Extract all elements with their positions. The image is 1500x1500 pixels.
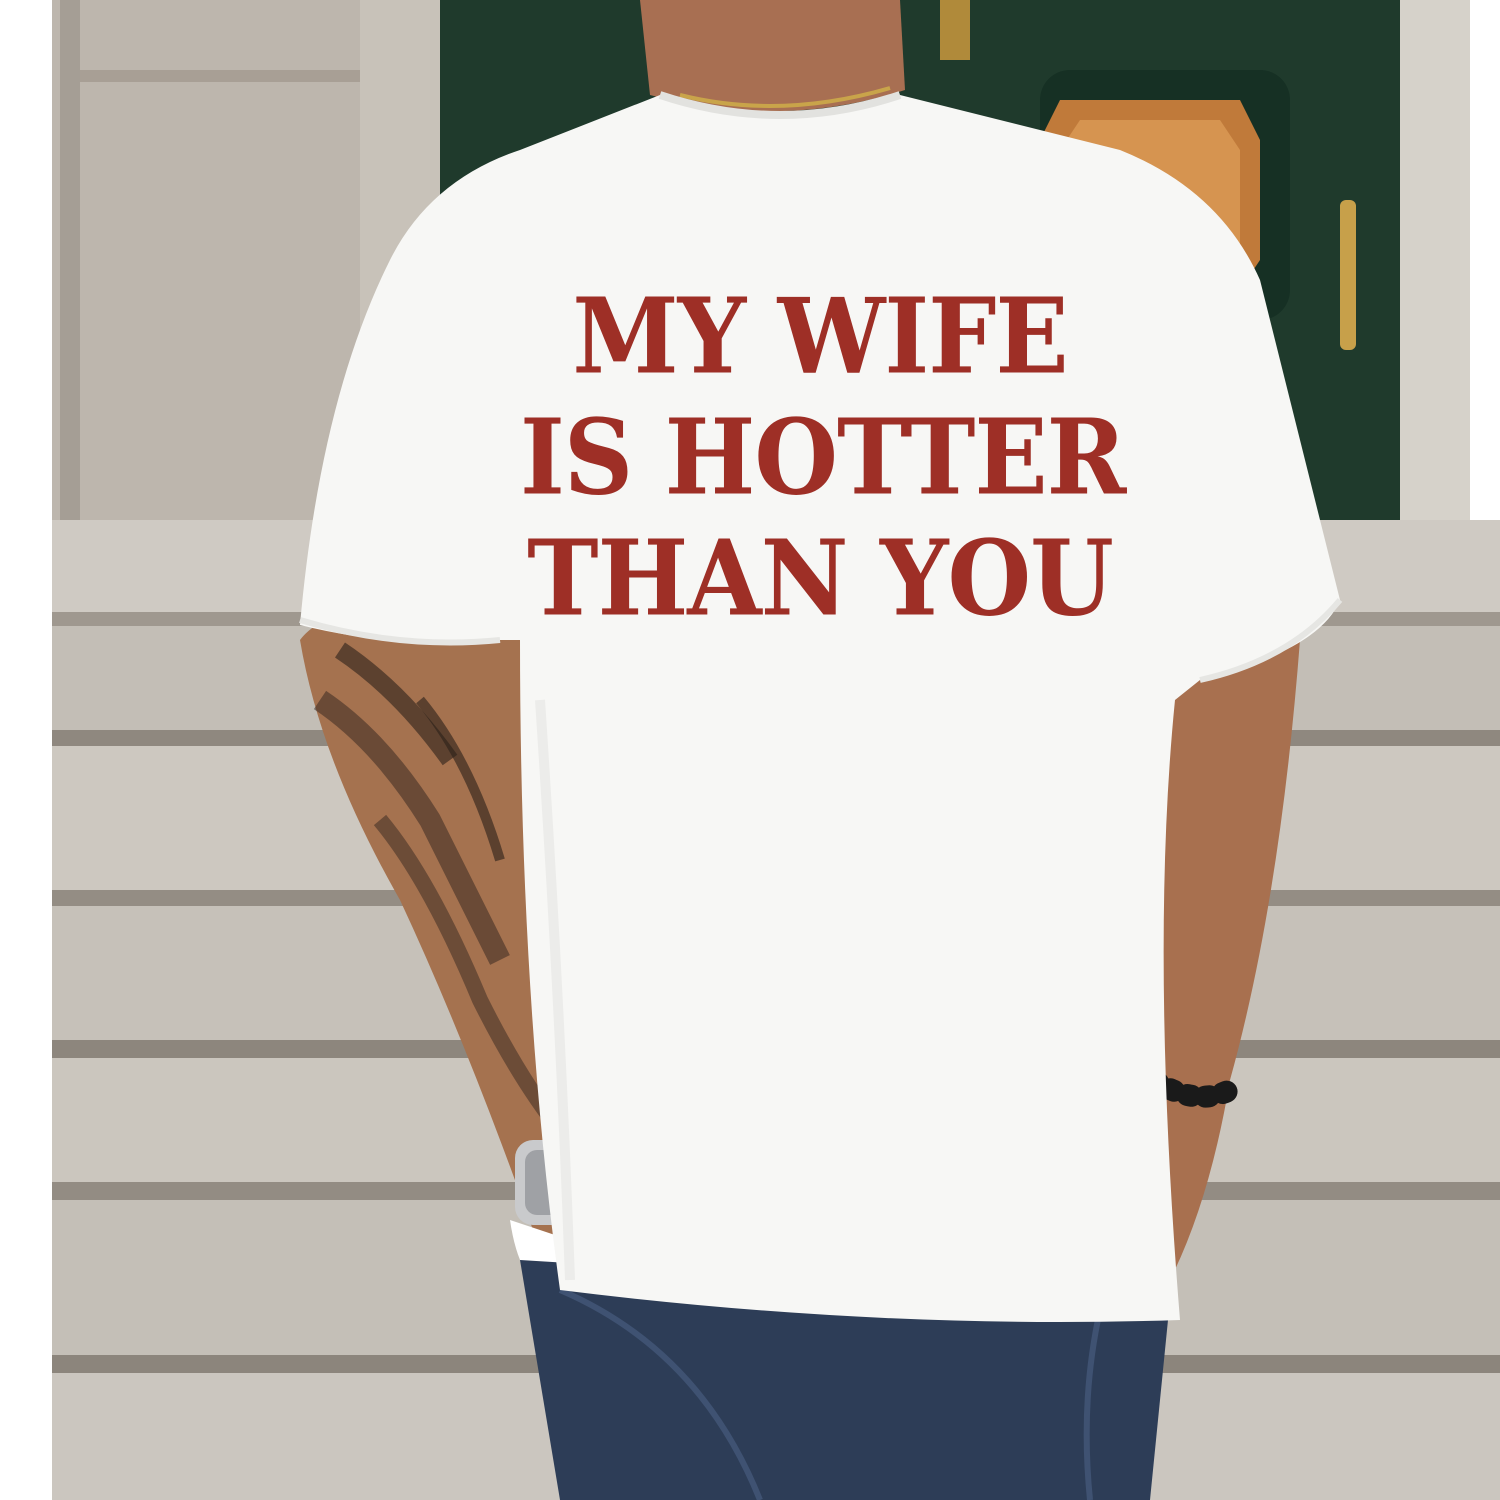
print-line-1: MY WIFE <box>572 275 1068 398</box>
print-line-2: IS HOTTER <box>520 396 1126 519</box>
print-line-3: THAN YOU <box>527 517 1113 640</box>
neck <box>640 0 905 111</box>
shirt-print-text <box>520 275 1126 640</box>
